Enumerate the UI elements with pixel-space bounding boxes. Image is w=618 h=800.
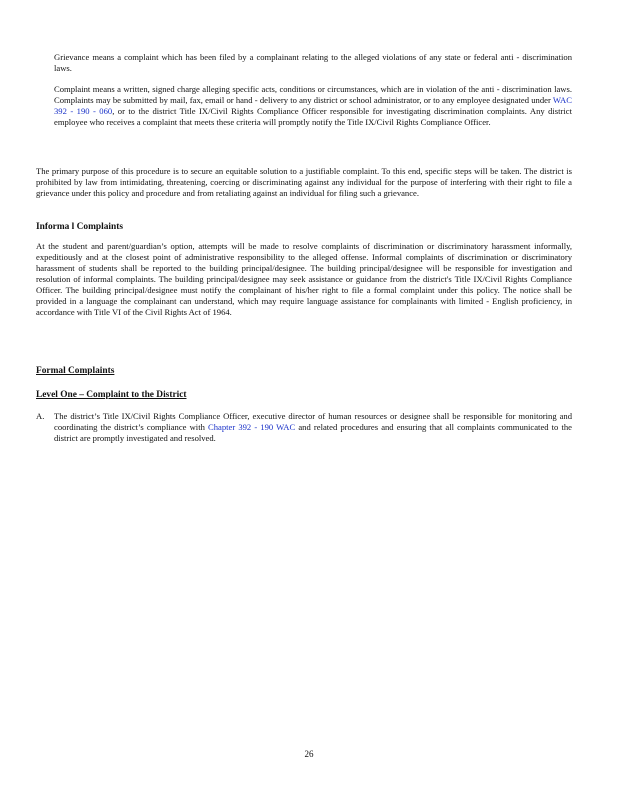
list-item <box>36 411 572 444</box>
list-item-text <box>54 411 572 444</box>
definition-bullet-complaint <box>36 84 572 128</box>
wac-reference-link[interactable]: WAC 392 - 190 - 060 <box>54 95 572 116</box>
level-one-heading: Level One – Complaint to the District <box>36 390 187 400</box>
definition-text: Grievance means a complaint which has been filed by a complainant relating to the alleged violations of any state or federal anti - discrimination laws. <box>54 52 572 73</box>
definition-text-part: , or to the district Title IX/Civil Rights Compliance Officer responsible for investigating discrimination complaints. Any district employee who receives a complaint that meets these criteria will promptly notify the Title IX/Civil Rights Compliance Officer. <box>54 106 572 127</box>
page-number: 26 <box>304 749 314 759</box>
definition-text <box>54 84 572 128</box>
informal-complaints-heading: Informa l Complaints <box>36 222 123 232</box>
definition-text-part: Complaint means a written, signed charge alleging specific acts, conditions or circumstances, which are in violation of the anti - discrimination laws. Complaints may be submitted by mail, fax, email or hand - delivery to any district or school administrator, or to any employee designated under <box>54 84 572 105</box>
definition-bullet-grievance <box>36 52 572 74</box>
list-text-part: and related procedures and ensuring that all complaints communicated to the district are promptly investigated and resolved. <box>54 422 572 443</box>
list-text-part: The district’s Title IX/Civil Rights Compliance Officer, executive director of human resources or designee shall be responsible for monitoring and coordinating the district’s compliance with <box>54 411 572 432</box>
chapter-reference-link[interactable]: Chapter 392 - 190 WAC <box>208 422 296 432</box>
list-letter: A. <box>36 411 45 421</box>
informal-complaints-paragraph: At the student and parent/guardian’s option, attempts will be made to resolve complaints of discrimination or discriminatory harassment informally, expeditiously and at the closest point of administrative responsibility to the alleged offense. Informal complaints of discrimination or discriminatory harassment of students shall be reported to the building principal/designee. The building principal/designee will be responsible for investigation and resolution of informal complaints. The building principal/designee may seek assistance or guidance from the district's Title IX/Civil Rights Compliance Officer. The building principal/designee must notify the complainant of his/her right to file a formal complaint under this policy. The notice shall be provided in a language the complainant can understand, which may require language assistance for complainants with limited - English proficiency, in accordance with Title VI of the Civil Rights Act of 1964. <box>36 241 572 317</box>
purpose-paragraph: The primary purpose of this procedure is to secure an equitable solution to a justifiable complaint. To this end, specific steps will be taken. The district is prohibited by law from intimidating, threatening, coercing or discriminating against any individual for the purpose of interfering with their right to file a grievance under this policy and procedure and from retaliating against an individual for filing such a grievance. <box>36 166 572 198</box>
formal-complaints-heading: Formal Complaints <box>36 366 115 376</box>
